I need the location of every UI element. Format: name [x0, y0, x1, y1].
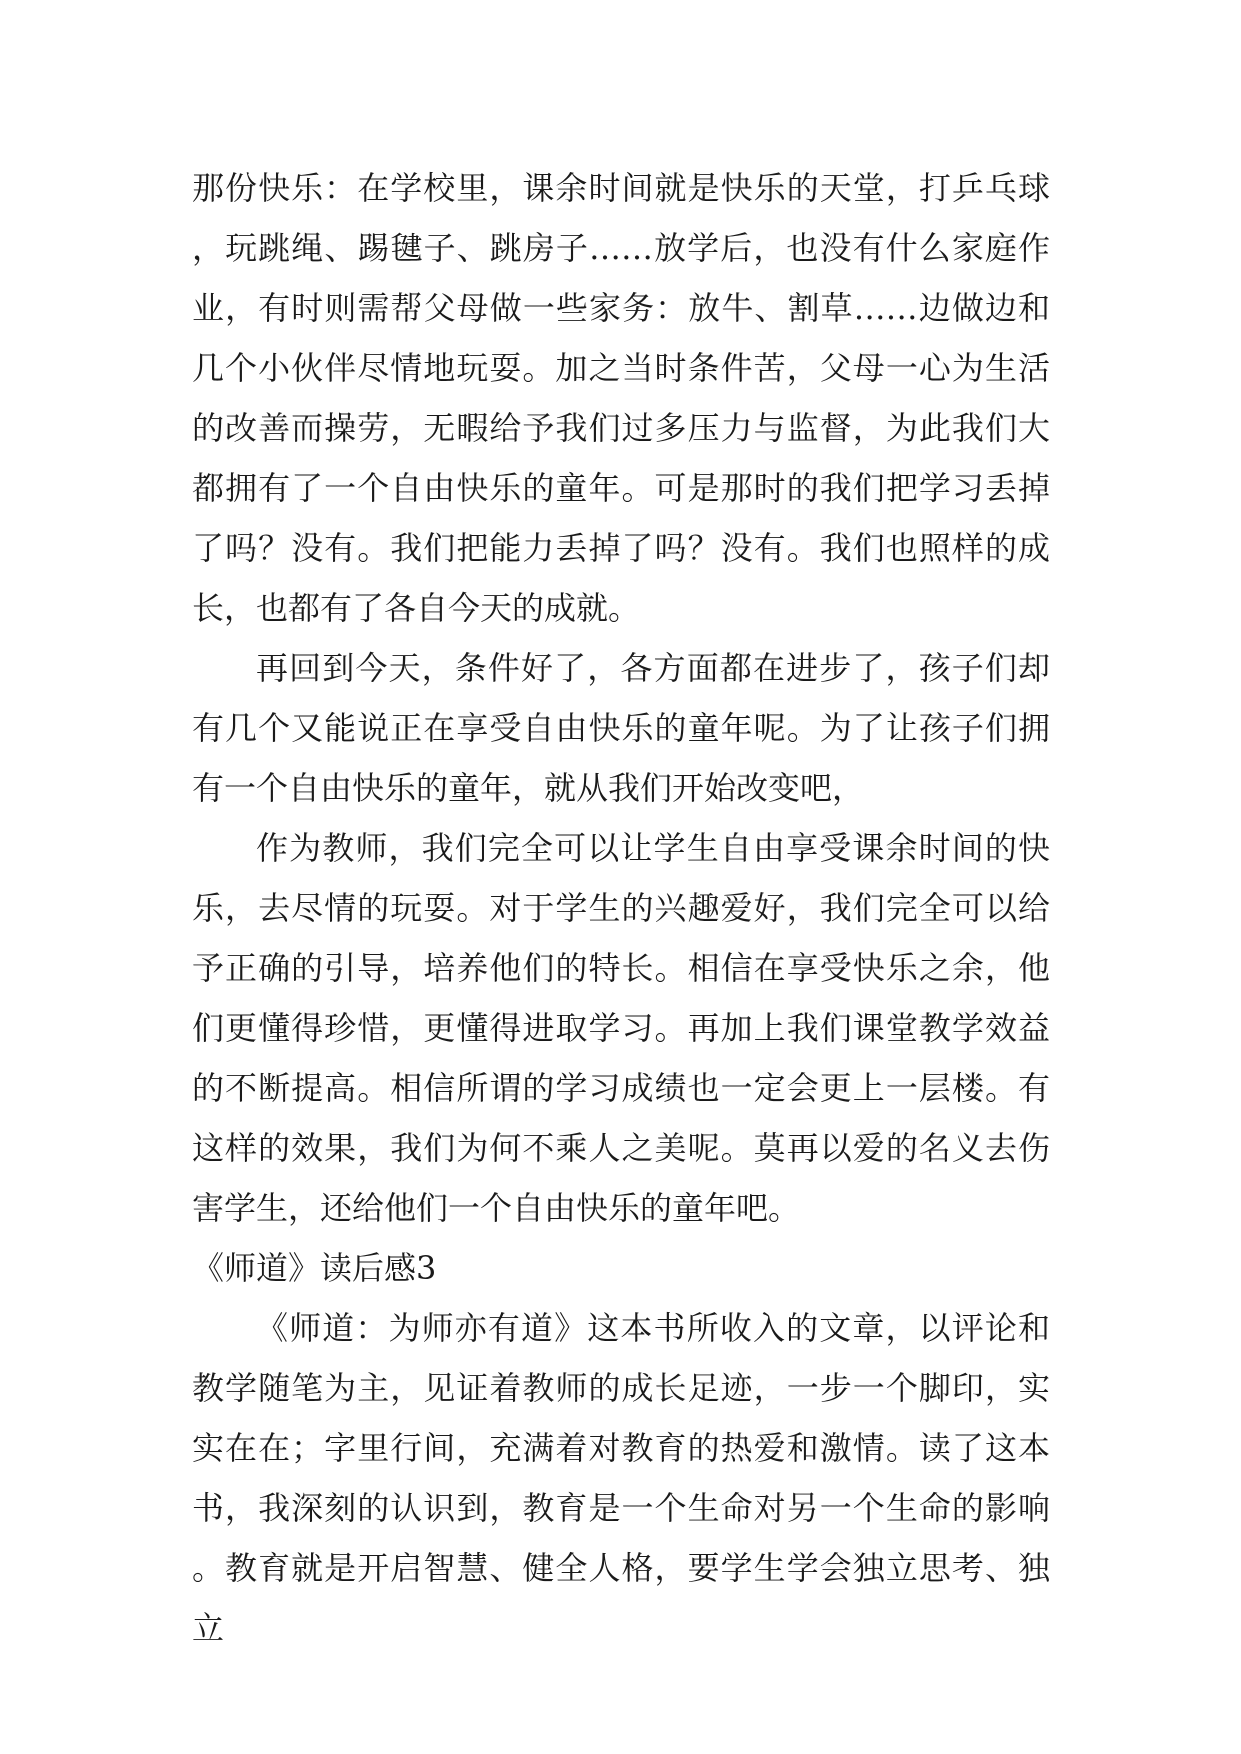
- paragraph-1: 那份快乐：在学校里，课余时间就是快乐的天堂，打乒乓球，玩跳绳、踢毽子、跳房子……放学后，也没有什么家庭作业，有时则需帮父母做一些家务：放牛、割草……边做边和几个小伙伴尽情地玩耍。加之当时条件苦，父母一心为生活的改善而操劳，无暇给予我们过多压力与监督，为此我们大都拥有了一个自由快乐的童年。可是那时的我们把学习丢掉了吗？没有。我们把能力丢掉了吗？没有。我们也照样的成长，也都有了各自今天的成就。: [192, 169, 1050, 627]
- document-body: [192, 158, 1050, 1658]
- paragraph-3: 作为教师，我们完全可以让学生自由享受课余时间的快乐，去尽情的玩耍。对于学生的兴趣爱好，我们完全可以给予正确的引导，培养他们的特长。相信在享受快乐之余，他们更懂得珍惜，更懂得进取学习。再加上我们课堂教学效益的不断提高。相信所谓的学习成绩也一定会更上一层楼。有这样的效果，我们为何不乘人之美呢。莫再以爱的名义去伤害学生，还给他们一个自由快乐的童年吧。: [192, 829, 1050, 1227]
- paragraph-4: 《师道：为师亦有道》这本书所收入的文章，以评论和教学随笔为主，见证着教师的成长足迹，一步一个脚印，实实在在；字里行间，充满着对教育的热爱和激情。读了这本书，我深刻的认识到，教育是一个生命对另一个生命的影响。教育就是开启智慧、健全人格，要学生学会独立思考、独立: [192, 1309, 1050, 1647]
- paragraph-2: 再回到今天，条件好了，各方面都在进步了，孩子们却有几个又能说正在享受自由快乐的童年呢。为了让孩子们拥有一个自由快乐的童年，就从我们开始改变吧，: [192, 649, 1050, 807]
- section-heading: 《师道》读后感3: [192, 1249, 437, 1287]
